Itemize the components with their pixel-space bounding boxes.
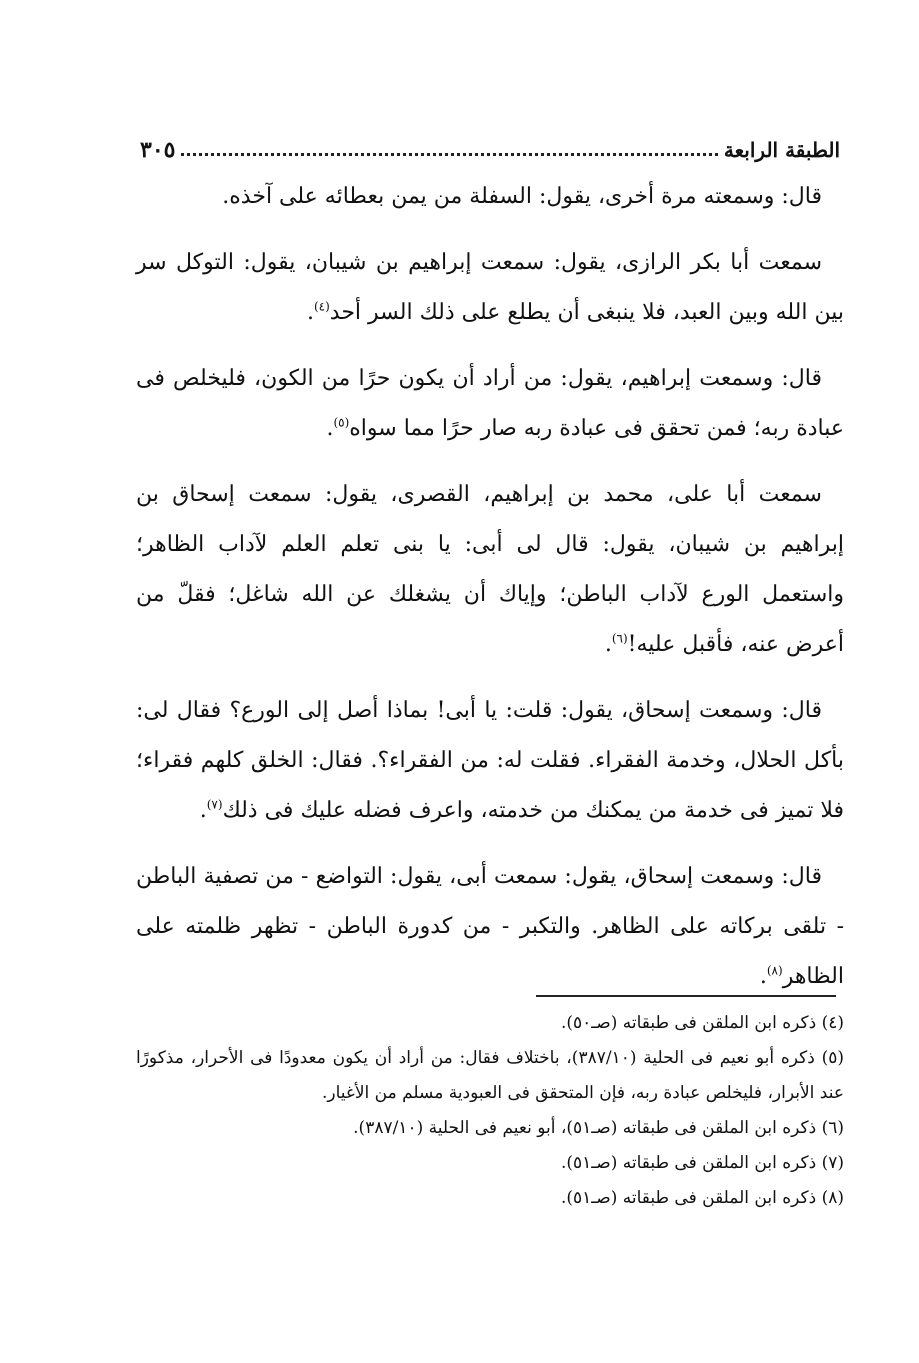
footnote-item: (٥) ذكره أبو نعيم فى الحلية (٣٨٧/١٠)، باختلاف فقال: من أراد أن يكون معدودًا فى الأحرار، مذكورًا عند الأبرار، فليخلص عبادة ربه، فإن المتحقق فى العبودية مسلم من الأغيار.: [136, 1048, 845, 1103]
paragraph-text: سمعت أبا بكر الرازى، يقول: سمعت إبراهيم بن شيبان، يقول: التوكل سر بين الله وبين العبد، فلا ينبغى أن يطلع على ذلك السر أحد: [136, 250, 844, 325]
footnote-reference[interactable]: (٤): [313, 299, 330, 314]
footnote-reference[interactable]: (٦): [611, 631, 628, 646]
paragraph: قال: وسمعت إسحاق، يقول: سمعت أبى، يقول: التواضع - من تصفية الباطن - تلقى بركاته على الظاهر. والتكبر - من كدورة الباطن - تظهر ظلمته على الظاهر$^{(٨)}$.: [136, 864, 844, 989]
paragraph-text: قال: وسمعت إبراهيم، يقول: من أراد أن يكون حرًا من الكون، فليخلص فى عبادة ربه؛ فمن تحقق فى عبادة ربه صار حرًا مما سواه: [136, 366, 844, 441]
footnote-item: (٧) ذكره ابن الملقن فى طبقاته (صـ٥١).: [560, 1153, 844, 1173]
running-header: [140, 130, 840, 170]
paragraph: قال: وسمعت إبراهيم، يقول: من أراد أن يكون حرًا من الكون، فليخلص فى عبادة ربه؛ فمن تحقق فى عبادة ربه صار حرًا مما سواه$^{(٥)}$.: [136, 366, 844, 441]
paragraph: [136, 172, 844, 222]
footnote-reference[interactable]: (٥): [333, 415, 350, 430]
paragraph-text: قال: وسمعته مرة أخرى، يقول: السفلة من يمن بعطائه على آخذه.: [222, 184, 822, 209]
footnote-item: (٤) ذكره ابن الملقن فى طبقاته (صـ٥٠).: [560, 1013, 844, 1033]
page-number: ٣٠٥: [140, 137, 176, 163]
paragraph-text: قال: وسمعت إسحاق، يقول: سمعت أبى، يقول: التواضع - من تصفية الباطن - تلقى بركاته على الظاهر. والتكبر - من كدورة الباطن - تظهر ظلمته على الظاهر: [136, 864, 844, 989]
paragraph-text: قال: وسمعت إسحاق، يقول: قلت: يا أبى! بماذا أصل إلى الورع؟ فقال لى: بأكل الحلال، وخدمة الفقراء. فقلت له: من الفقراء؟. فقال: الخلق كلهم فقراء؛ فلا تميز فى خدمة من يمكنك من خدمته، واعرف فضله عليك فى ذلك: [136, 698, 844, 823]
running-title: الطبقة الرابعة: [723, 138, 840, 162]
header-dot-leader: [181, 153, 717, 156]
footnote-reference[interactable]: (٧): [206, 797, 223, 812]
footnote-separator: [536, 995, 836, 997]
paragraph: سمعت أبا على، محمد بن إبراهيم، القصرى، يقول: سمعت إسحاق بن إبراهيم بن شيبان، يقول: قال لى أبى: يا بنى تعلم العلم لآداب الظاهر؛ واستعمل الورع لآداب الباطن؛ وإياك أن يشغلك عن الله شاغل؛ فقلّ من أعرض عنه، فأقبل عليه!$^{(٦)}$.: [136, 482, 844, 657]
paragraph: سمعت أبا بكر الرازى، يقول: سمعت إبراهيم بن شيبان، يقول: التوكل سر بين الله وبين العبد، فلا ينبغى أن يطلع على ذلك السر أحد$^{(٤)}$.: [136, 250, 844, 325]
footnote-reference[interactable]: (٨): [766, 963, 783, 978]
paragraph: قال: وسمعت إسحاق، يقول: قلت: يا أبى! بماذا أصل إلى الورع؟ فقال لى: بأكل الحلال، وخدمة الفقراء. فقلت له: من الفقراء؟. فقال: الخلق كلهم فقراء؛ فلا تميز فى خدمة من يمكنك من خدمته، واعرف فضله عليك فى ذلك$^{(٧)}$.: [136, 698, 844, 823]
footnote-item: (٨) ذكره ابن الملقن فى طبقاته (صـ٥١).: [560, 1188, 844, 1208]
main-text: [136, 172, 844, 1018]
paragraph-text: سمعت أبا على، محمد بن إبراهيم، القصرى، يقول: سمعت إسحاق بن إبراهيم بن شيبان، يقول: قال لى أبى: يا بنى تعلم العلم لآداب الظاهر؛ واستعمل الورع لآداب الباطن؛ وإياك أن يشغلك عن الله شاغل؛ فقلّ من أعرض عنه، فأقبل عليه!: [136, 482, 844, 657]
footnote-item: (٦) ذكره ابن الملقن فى طبقاته (صـ٥١)، أبو نعيم فى الحلية (٣٨٧/١٠).: [353, 1118, 844, 1138]
footnotes: [136, 1006, 844, 1216]
